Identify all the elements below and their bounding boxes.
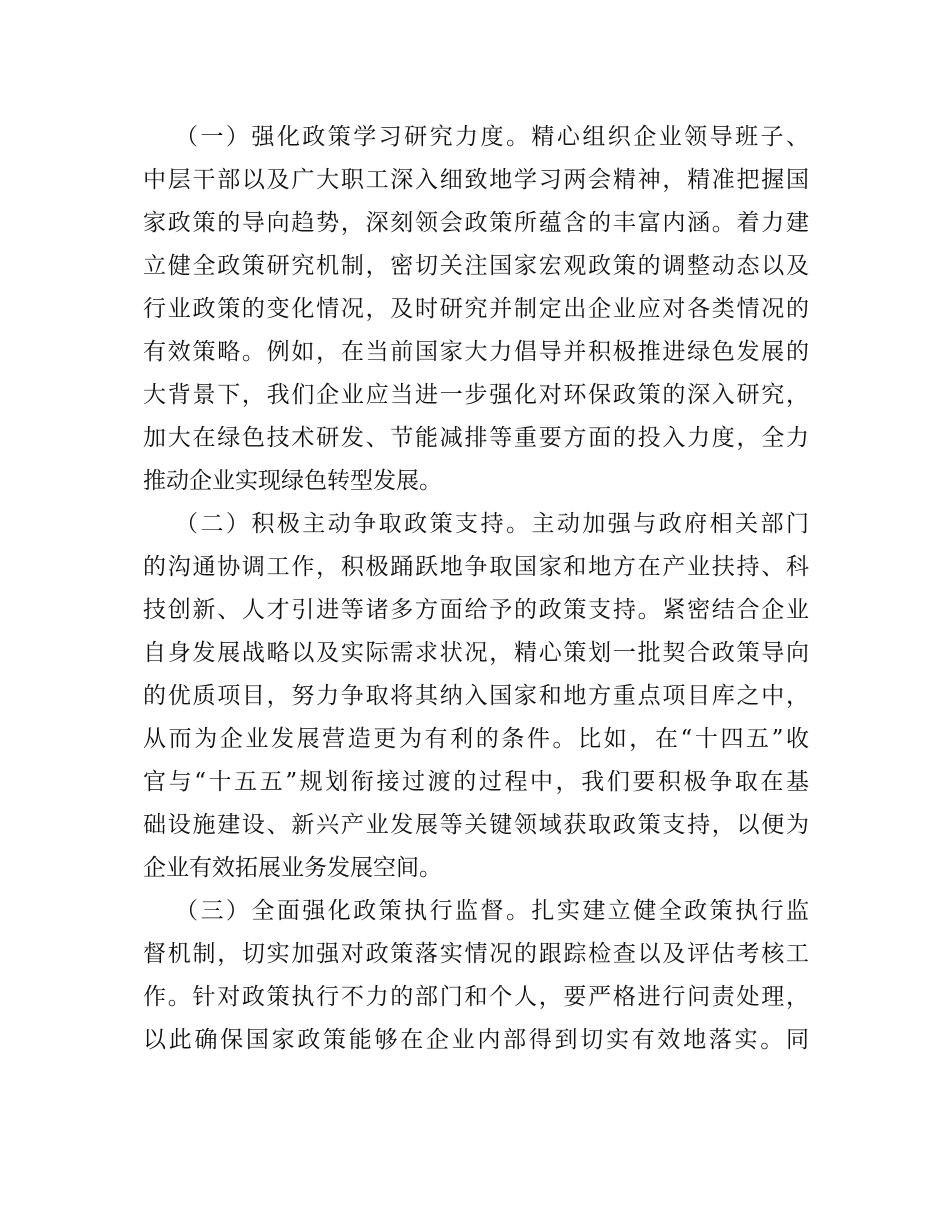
text-line: 加大在绿色技术研发、节能减排等重要方面的投入力度，全力	[143, 425, 809, 451]
text-line: 督机制，切实加强对政策落实情况的跟踪检查以及评估考核工	[143, 941, 809, 967]
text-line: 自身发展战略以及实际需求状况，精心策划一批契合政策导向	[143, 640, 809, 666]
text-line: 以此确保国家政策能够在企业内部得到切实有效地落实。同	[143, 1027, 809, 1053]
paragraph-policy-support	[143, 503, 809, 890]
text-line: 行业政策的变化情况，及时研究并制定出企业应对各类情况的	[143, 296, 809, 322]
text-line: 础设施建设、新兴产业发展等关键领域获取政策支持，以便为	[143, 812, 809, 838]
text-line: 作。针对政策执行不力的部门和个人，要严格进行问责处理，	[143, 984, 809, 1010]
text-line: 中层干部以及广大职工深入细致地学习两会精神，精准把握国	[143, 167, 809, 193]
text-line: 大背景下，我们企业应当进一步强化对环保政策的深入研究，	[143, 382, 809, 408]
text-line: 的优质项目，努力争取将其纳入国家和地方重点项目库之中，	[143, 683, 809, 709]
text-line: 技创新、人才引进等诸多方面给予的政策支持。紧密结合企业	[143, 597, 809, 623]
text-line: （三）全面强化政策执行监督。扎实建立健全政策执行监	[175, 898, 809, 924]
text-line: （二）积极主动争取政策支持。主动加强与政府相关部门	[175, 511, 809, 537]
text-line: 企业有效拓展业务发展空间。	[143, 855, 442, 881]
text-line: 官与“十五五”规划衔接过渡的过程中，我们要积极争取在基	[143, 769, 809, 795]
text-line: 从而为企业发展营造更为有利的条件。比如，在“十四五”收	[143, 726, 809, 752]
document-page	[143, 116, 809, 1062]
text-line: 家政策的导向趋势，深刻领会政策所蕴含的丰富内涵。着力建	[143, 210, 809, 236]
text-line: （一）强化政策学习研究力度。精心组织企业领导班子、	[175, 124, 809, 150]
paragraph-policy-supervision	[143, 890, 809, 1062]
text-line: 推动企业实现绿色转型发展。	[143, 468, 442, 494]
text-line: 的沟通协调工作，积极踊跃地争取国家和地方在产业扶持、科	[143, 554, 809, 580]
text-line: 有效策略。例如，在当前国家大力倡导并积极推进绿色发展的	[143, 339, 809, 365]
paragraph-policy-study	[143, 116, 809, 503]
text-line: 立健全政策研究机制，密切关注国家宏观政策的调整动态以及	[143, 253, 809, 279]
